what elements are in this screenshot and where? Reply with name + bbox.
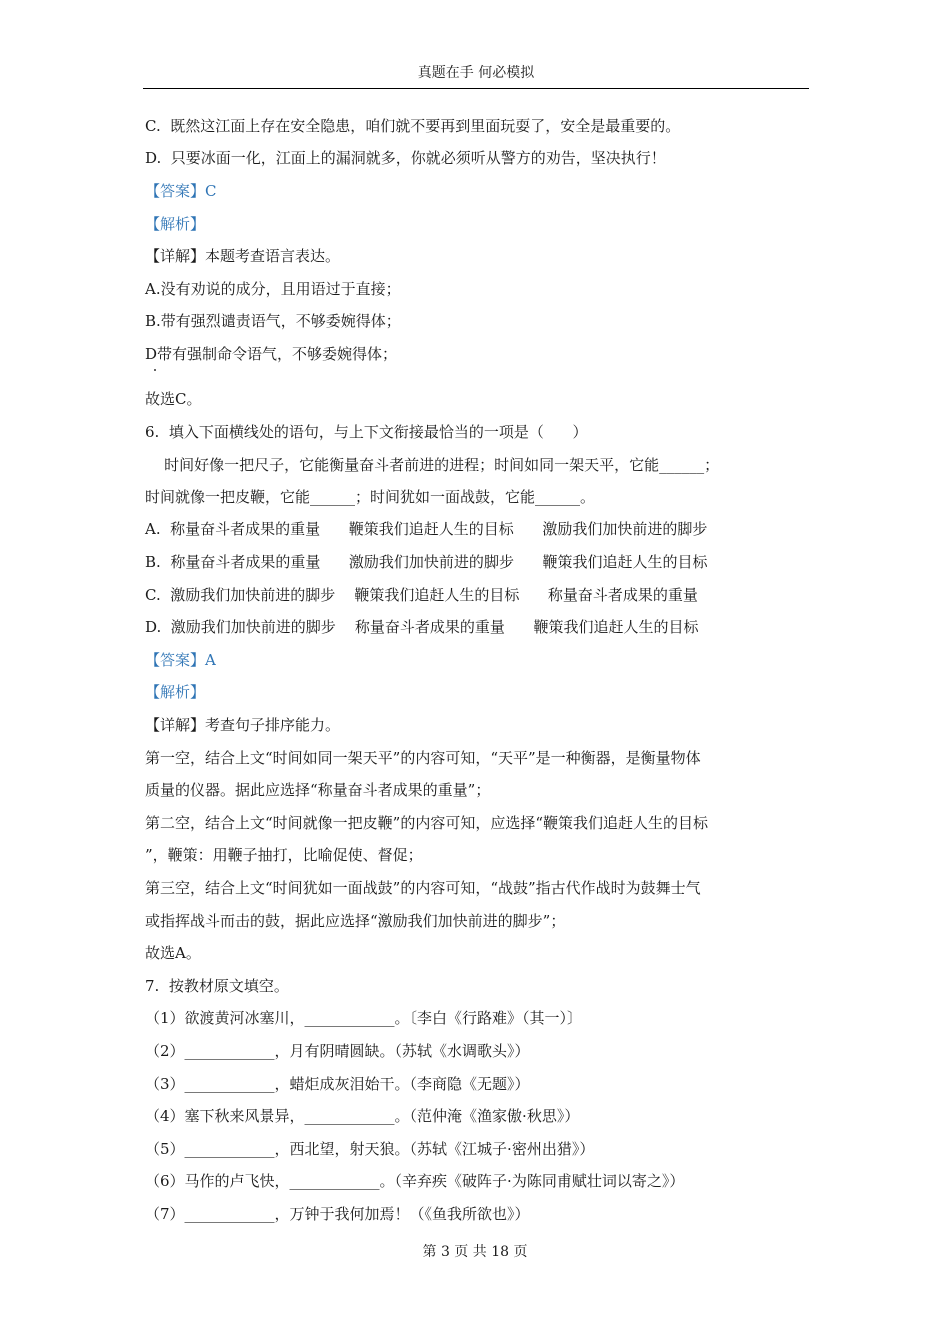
body-line: 时间好像一把尺子，它能衡量奋斗者前进的进程；时间如同一架天平，它能______；: [145, 456, 720, 474]
option-b: B. 称量奋斗者成果的重量 激励我们加快前进的脚步 鞭策我们追赶人生的目标: [145, 553, 708, 571]
fill-item-6: （6）马作的卢飞快，____________。（辛弃疾《破阵子·为陈同甫赋壮词以寄之》）: [145, 1172, 685, 1190]
analysis-tag: 【解析】: [145, 683, 206, 701]
answer-tag: 【答案】A: [145, 651, 216, 669]
body-line: 或指挥战斗而击的鼓，据此应选择“激励我们加快前进的脚步”；: [145, 912, 566, 930]
body-line: 故选C。: [145, 390, 202, 408]
question-6: 6. 填入下面横线处的语句，与上下文衔接最恰当的一项是（ ）: [145, 423, 588, 441]
fill-item-3: （3）____________，蜡炬成灰泪始干。（李商隐《无题》）: [145, 1075, 530, 1093]
analysis-tag: 【解析】: [145, 215, 206, 233]
body-line: D. 只要冰面一化，江面上的漏洞就多，你就必须听从警方的劝告，坚决执行！: [145, 149, 666, 167]
page-footer: 第 3 页 共 18 页: [422, 1244, 528, 1260]
body-line: 第二空，结合上文“时间就像一把皮鞭”的内容可知，应选择“鞭策我们追赶人生的目标: [145, 814, 709, 832]
stray-dot: [154, 369, 156, 371]
option-d: D. 激励我们加快前进的脚步 称量奋斗者成果的重量 鞭策我们追赶人生的目标: [145, 618, 699, 636]
body-line: 第三空，结合上文“时间犹如一面战鼓”的内容可知，“战鼓”指古代作战时为鼓舞士气: [145, 879, 701, 897]
body-line: 时间就像一把皮鞭，它能______；时间犹如一面战鼓，它能______。: [145, 488, 596, 506]
body-line: 【详解】考查句子排序能力。: [145, 716, 341, 734]
question-7: 7. 按教材原文填空。: [145, 977, 289, 995]
answer-tag: 【答案】C: [145, 182, 217, 200]
fill-item-4: （4）塞下秋来风景异，____________。（范仲淹《渔家傲·秋思》）: [145, 1107, 580, 1125]
body-line: 质量的仪器。据此应选择“称量奋斗者成果的重量”；: [145, 781, 491, 799]
page-header: 真题在手 何必模拟: [417, 65, 535, 81]
option-a: A. 称量奋斗者成果的重量 鞭策我们追赶人生的目标 激励我们加快前进的脚步: [145, 520, 708, 538]
fill-item-1: （1）欲渡黄河冰塞川，____________。〔李白《行路难》（其一）〕: [145, 1009, 583, 1027]
body-line: 第一空，结合上文“时间如同一架天平”的内容可知，“天平”是一种衡器，是衡量物体: [145, 749, 701, 767]
body-line: B.带有强烈谴责语气，不够委婉得体；: [145, 312, 401, 330]
body-line: 【详解】本题考查语言表达。: [145, 247, 341, 265]
header-rule: [143, 88, 809, 89]
fill-item-5: （5）____________，西北望，射天狼。（苏轼《江城子·密州出猎》）: [145, 1140, 595, 1158]
body-line: D带有强制命令语气，不够委婉得体；: [145, 345, 398, 363]
body-line: A.没有劝说的成分，且用语过于直接；: [145, 280, 401, 298]
body-line: C. 既然这江面上存在安全隐患，咱们就不要再到里面玩耍了，安全是最重要的。: [145, 117, 681, 135]
body-line: ”，鞭策：用鞭子抽打，比喻促使、督促；: [145, 846, 423, 864]
fill-item-7: （7）____________，万钟于我何加焉！（《鱼我所欲也》）: [145, 1205, 530, 1223]
option-c: C. 激励我们加快前进的脚步 鞭策我们追赶人生的目标 称量奋斗者成果的重量: [145, 586, 698, 604]
fill-item-2: （2）____________，月有阴晴圆缺。（苏轼《水调歌头》）: [145, 1042, 530, 1060]
body-line: 故选A。: [145, 944, 201, 962]
